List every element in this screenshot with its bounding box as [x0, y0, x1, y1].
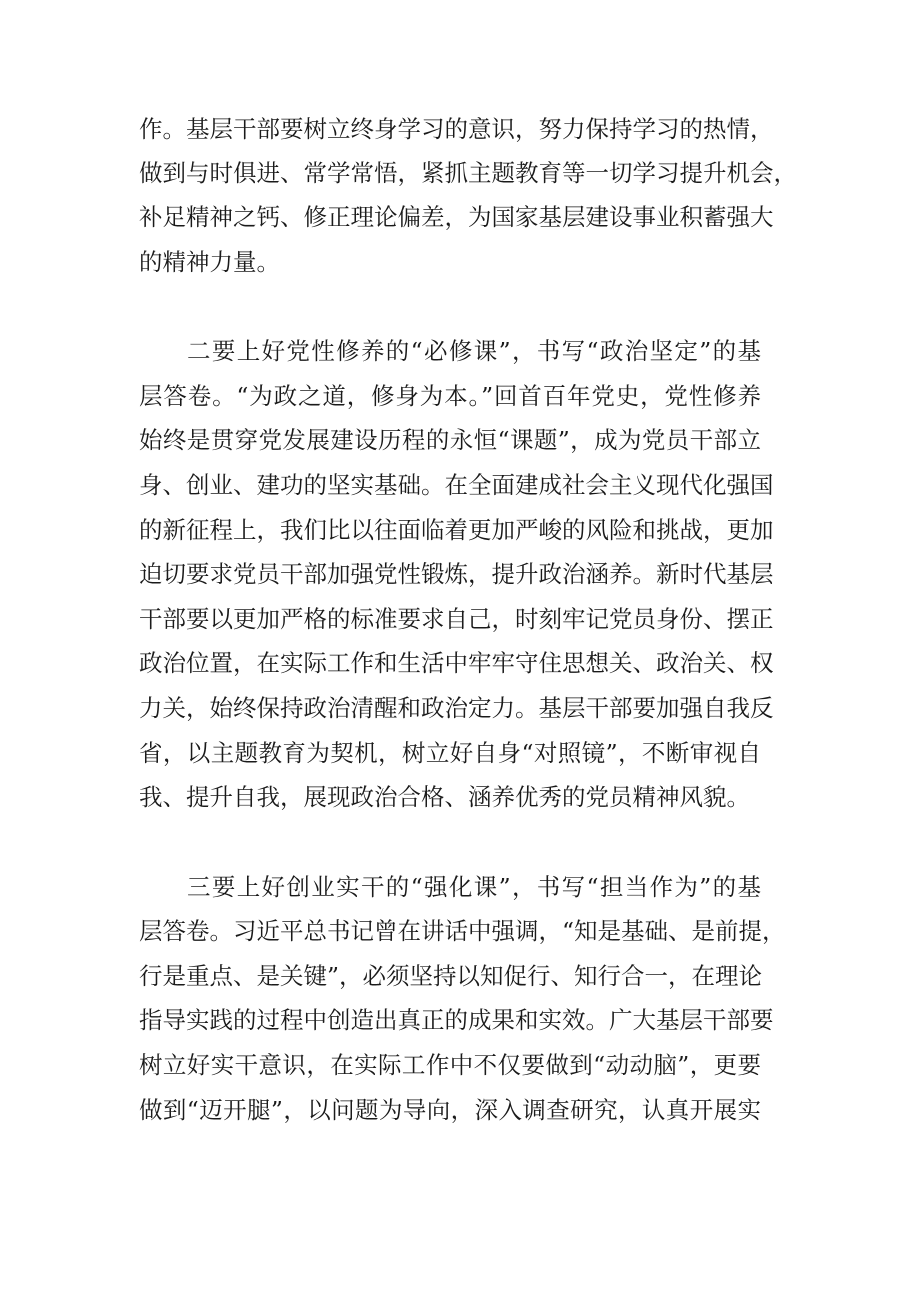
paragraph-line: 树立好实干意识，在实际工作中不仅要做到“动动脑”，更要 — [139, 1051, 761, 1079]
paragraph-line: 身、创业、建功的坚实基础。在全面建成社会主义现代化强国 — [139, 471, 774, 499]
paragraph-line: 省，以主题教育为契机，树立好自身“对照镜”，不断审视自 — [139, 739, 761, 767]
paragraph-first-line: 三要上好创业实干的“强化课”，书写“担当作为”的基 — [187, 873, 761, 901]
paragraph-line: 做到与时俱进、常学常悟，紧抓主题教育等一切学习提升机会， — [139, 159, 797, 187]
paragraph-line: 作。基层干部要树立终身学习的意识，努力保持学习的热情， — [139, 115, 774, 143]
paragraph-line: 层答卷。“为政之道，修身为本。”回首百年党史，党性修养 — [139, 382, 761, 410]
paragraph-line: 的精神力量。 — [139, 248, 280, 276]
paragraph-line: 的新征程上，我们比以往面临着更加严峻的风险和挑战，更加 — [139, 516, 774, 544]
paragraph-first-line: 二要上好党性修养的“必修课”，书写“政治坚定”的基 — [187, 337, 761, 365]
paragraph-line: 力关，始终保持政治清醒和政治定力。基层干部要加强自我反 — [139, 694, 774, 722]
paragraph-line: 指导实践的过程中创造出真正的成果和实效。广大基层干部要 — [139, 1006, 774, 1034]
paragraph-line: 迫切要求党员干部加强党性锻炼，提升政治涵养。新时代基层 — [139, 560, 774, 588]
paragraph-line: 政治位置，在实际工作和生活中牢牢守住思想关、政治关、权 — [139, 649, 774, 677]
paragraph-line: 干部要以更加严格的标准要求自己，时刻牢记党员身份、摆正 — [139, 605, 774, 633]
paragraph-line: 我、提升自我，展现政治合格、涵养优秀的党员精神风貌。 — [139, 783, 750, 811]
paragraph-line: 始终是贯穿党发展建设历程的永恒“课题”，成为党员干部立 — [139, 426, 761, 454]
paragraph-line: 补足精神之钙、修正理论偏差，为国家基层建设事业积蓄强大 — [139, 203, 774, 231]
paragraph-line: 做到“迈开腿”，以问题为导向，深入调查研究，认真开展实 — [139, 1096, 761, 1124]
paragraph-line: 层答卷。习近平总书记曾在讲话中强调，“知是基础、是前提， — [139, 917, 786, 945]
paragraph-line: 行是重点、是关键”，必须坚持以知促行、知行合一，在理论 — [139, 962, 763, 990]
